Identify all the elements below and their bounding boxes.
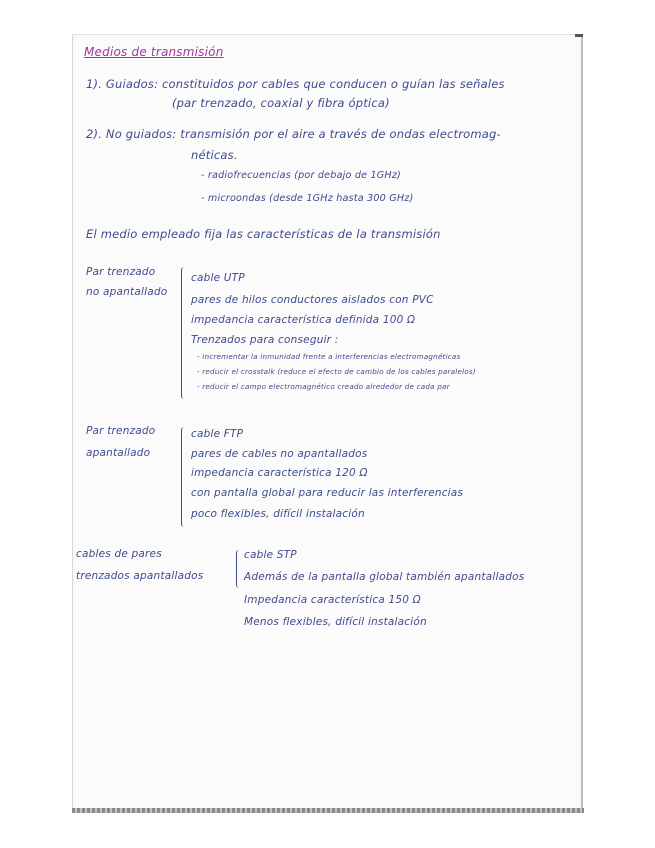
utp-line-2: pares de hilos conductores aislados con PVC bbox=[191, 294, 434, 306]
stp-label-2: trenzados apantallados bbox=[76, 570, 204, 582]
utp-brace bbox=[181, 267, 187, 399]
page-title: Medios de transmisión bbox=[84, 45, 224, 59]
no-guiados-item-2: - microondas (desde 1GHz hasta 300 GHz) bbox=[201, 193, 414, 204]
guiados-line-1: 1). Guiados: constituidos por cables que conducen o guían las señales bbox=[86, 77, 505, 91]
ftp-line-2: pares de cables no apantallados bbox=[191, 448, 368, 460]
no-guiados-line-1: 2). No guiados: transmisión por el aire a través de ondas electromag- bbox=[86, 127, 501, 141]
utp-subitem-3: - reducir el campo electromagnético creado alrededor de cada par bbox=[197, 382, 450, 391]
notebook-page bbox=[72, 34, 583, 813]
ftp-brace bbox=[181, 427, 187, 527]
stp-line-2: Además de la pantalla global también apantallados bbox=[244, 571, 525, 583]
no-guiados-item-1: - radiofrecuencias (por debajo de 1GHz) bbox=[201, 170, 402, 181]
page-bottom-edge bbox=[72, 808, 584, 813]
page-right-edge bbox=[581, 34, 583, 810]
utp-line-1: cable UTP bbox=[191, 272, 245, 284]
utp-line-3: impedancia característica definida 100 Ω bbox=[191, 314, 416, 326]
stp-brace bbox=[236, 550, 242, 588]
no-guiados-line-2: néticas. bbox=[191, 148, 238, 162]
utp-subitem-2: - reducir el crosstalk (reduce el efecto de cambio de los cables paralelos) bbox=[197, 367, 476, 376]
stp-line-1: cable STP bbox=[244, 549, 297, 561]
utp-label-2: no apantallado bbox=[86, 286, 168, 298]
ftp-line-5: poco flexibles, difícil instalación bbox=[191, 508, 365, 520]
guiados-line-2: (par trenzado, coaxial y fibra óptica) bbox=[172, 96, 390, 110]
ftp-label-2: apantallado bbox=[86, 447, 151, 459]
stp-line-3: Impedancia característica 150 Ω bbox=[244, 594, 421, 606]
ftp-label-1: Par trenzado bbox=[86, 425, 156, 437]
ftp-line-3: impedancia característica 120 Ω bbox=[191, 467, 368, 479]
stp-line-4: Menos flexibles, difícil instalación bbox=[244, 616, 427, 628]
ftp-line-1: cable FTP bbox=[191, 428, 244, 440]
utp-subitem-1: - incrementar la inmunidad frente a interferencias electromagnéticas bbox=[197, 352, 461, 361]
utp-label-1: Par trenzado bbox=[86, 266, 156, 278]
page-corner-mark bbox=[575, 34, 583, 37]
ftp-line-4: con pantalla global para reducir las interferencias bbox=[191, 487, 464, 499]
stp-label-1: cables de pares bbox=[76, 548, 162, 560]
medio-statement: El medio empleado fija las características de la transmisión bbox=[86, 227, 441, 241]
utp-line-4: Trenzados para conseguir : bbox=[191, 334, 339, 346]
